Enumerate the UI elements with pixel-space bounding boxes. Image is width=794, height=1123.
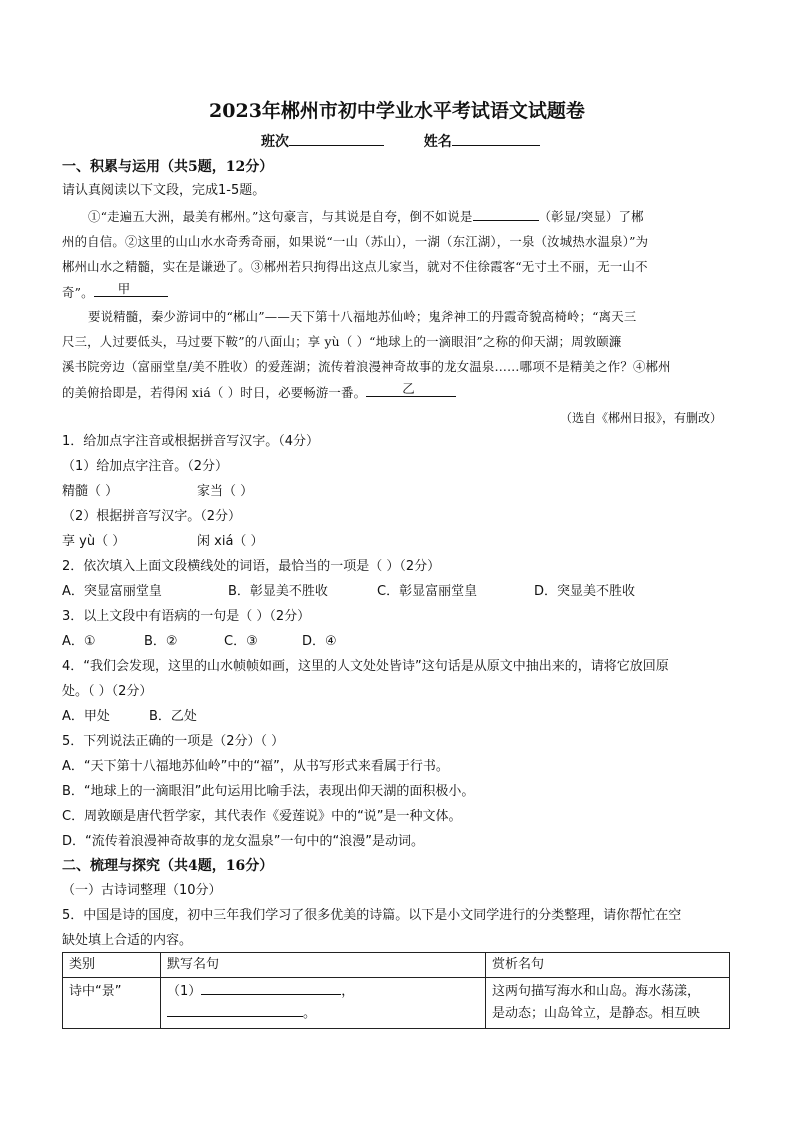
question-1-item[interactable]: 闲 xiá（ ） [197,534,264,549]
table-row [63,978,730,1029]
passage-line: 州的自信。②这里的山山水水奇秀奇丽，如果说“一山（苏山），一湖（东江湖），一泉（汝城热水温泉）”为 [62,234,649,249]
passage-line: 尺三，人过要低头，马过要下鞍”的八面山；享 yù（ ）“地球上的一滴眼泪”之称的仰天湖；周敦颐濂 [62,334,622,349]
question-1-sub1: （1）给加点字注音。（2分） [62,459,229,474]
section2-heading: 二、梳理与探究（共4题，16分） [62,858,274,874]
option[interactable]: C．周敦颐是唐代哲学家，其代表作《爱莲说》中的“说”是一种文体。 [62,809,462,824]
option[interactable]: B．彰显美不胜收 [228,584,328,599]
section2-question-stem: 5．中国是诗的国度，初中三年我们学习了很多优美的诗篇。以下是小文同学进行的分类整理，请你帮忙在空 [62,908,682,923]
fill-comma: ， [341,984,355,999]
blank-yi[interactable] [366,381,456,397]
name-blank[interactable] [452,131,540,146]
passage-blank-1[interactable] [473,208,539,221]
passage-line: 郴州山水之精髓，实在是谦逊了。③郴州若只拘得出这点儿家当，就对不住徐霞客“无寸土不丽，无一山不 [62,259,648,274]
table-header: 赏析名句 [486,953,730,978]
blank-yi-label: 乙 [402,381,415,396]
question-4-stem: 处。（ ）（2分） [62,684,153,699]
option[interactable]: D．“流传着浪漫神奇故事的龙女温泉”一句中的“浪漫”是动词。 [62,834,424,849]
option[interactable]: B．乙处 [149,709,197,724]
option[interactable]: A．甲处 [62,709,110,724]
option[interactable]: D．④ [302,634,337,649]
question-1-item[interactable]: 家当（ ） [197,484,254,499]
passage-line: 奇”。 甲 [62,284,168,301]
appreciation-line: 是动态；山岛耸立，是静态。相互映 [492,1006,701,1021]
question-1-stem: 1．给加点字注音或根据拼音写汉字。（4分） [62,434,320,449]
poetry-table [62,952,730,1029]
option[interactable]: A．① [62,634,96,649]
page-title: 2023年郴州市初中学业水平考试语文试题卷 [209,100,585,122]
option[interactable]: A．“天下第十八福地苏仙岭”中的“福”，从书写形式来看属于行书。 [62,759,449,774]
name-label: 姓名 [423,134,452,150]
option[interactable]: A．突显富丽堂皇 [62,584,162,599]
option[interactable]: B．② [144,634,178,649]
option[interactable]: B．“地球上的一滴眼泪”此句运用比喻手法，表现出仰天湖的面积极小。 [62,784,475,799]
fill-blank-1[interactable] [201,982,341,995]
passage-line: 溪书院旁边（富丽堂皇/美不胜收）的爱莲湖；流传着浪漫神奇故事的龙女温泉……哪项不是精美之作？④郴州 [62,359,671,374]
blank-jia[interactable] [94,281,168,297]
question-3-stem: 3．以上文段中有语病的一句是（ ）（2分） [62,609,311,624]
table-header: 默写名句 [161,953,486,978]
question-2-stem: 2．依次填入上面文段横线处的词语，最恰当的一项是（ ）（2分） [62,559,441,574]
blank-jia-label: 甲 [117,281,131,296]
table-header-row [63,953,730,978]
table-cell-fill [161,978,486,1029]
passage-line: 的美俯拾即是，若得闲 xiá（ ）时日，必要畅游一番。 乙 [62,384,456,401]
section2-subheading: （一）古诗词整理（10分） [62,883,222,898]
passage-line: 要说精髓，秦少游词中的“郴山”——天下第十八福地苏仙岭；鬼斧神工的丹霞奇貌高椅岭；“离天三 [88,309,637,324]
section1-intro: 请认真阅读以下文段，完成1-5题。 [62,183,266,198]
question-1-item[interactable]: 精髓（ ） [62,484,119,499]
option[interactable]: D．突显美不胜收 [534,584,636,599]
section1-heading: 一、积累与运用（共5题，12分） [62,159,274,175]
question-1-item[interactable]: 享 yù（ ） [62,534,126,549]
table-cell-appreciation [486,978,730,1029]
fill-period: 。 [303,1006,317,1021]
appreciation-line: 这两句描写海水和山岛。海水荡漾， [492,984,701,999]
question-4-stem: 4．“我们会发现，这里的山水帧帧如画，这里的人文处处皆诗”这句话是从原文中抽出来的，请将它放回原 [62,659,669,674]
passage-source: （选自《郴州日报》，有删改） [559,411,722,425]
student-info-row [261,131,540,151]
section2-question-stem: 缺处填上合适的内容。 [62,933,193,948]
passage-line: ①“走遍五大洲，最美有郴州。”这句豪言，与其说是自夸，倒不如说是 （彰显/突显）了郴 [88,209,644,224]
class-label: 班次 [261,134,289,150]
option[interactable]: C．彰显富丽堂皇 [377,584,478,599]
fill-blank-2[interactable] [167,1004,303,1017]
class-blank[interactable] [289,131,384,146]
question-1-sub2: （2）根据拼音写汉字。（2分） [62,509,242,524]
question-5-stem: 5．下列说法正确的一项是（2分）（ ） [62,734,285,749]
option[interactable]: C．③ [224,634,258,649]
fill-prefix: （1） [167,984,202,999]
table-cell-category: 诗中“景” [63,978,161,1029]
table-header: 类别 [63,953,161,978]
